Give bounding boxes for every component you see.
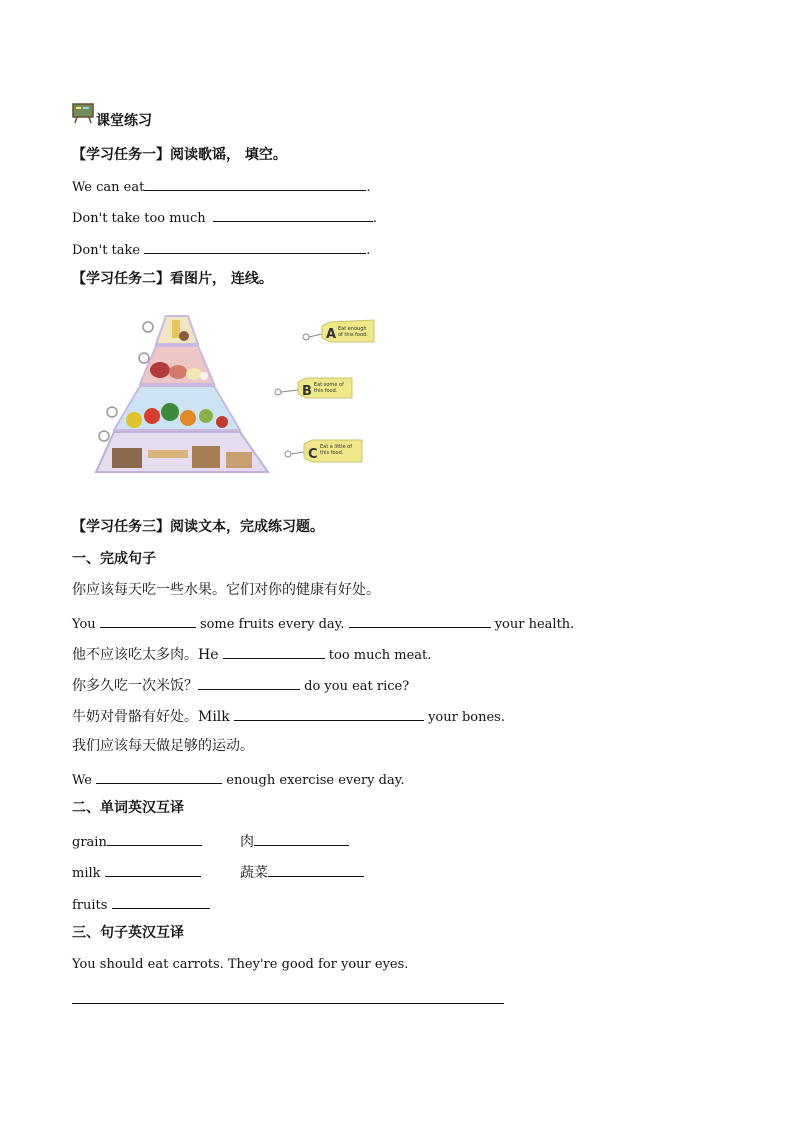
task1-line-2 [72,207,377,228]
food-pyramid-illustration [92,312,382,480]
q5-blank[interactable] [96,769,222,784]
q5-text-b: enough exercise every day. [226,773,405,788]
task1-line-3 [72,239,370,260]
q1-line [72,613,574,634]
q1-chinese: 你应该每天吃一些水果。它们对你的健康有好处。 [72,582,380,598]
q2-text-b: too much meat. [328,648,432,663]
q1-text-a: You [72,617,96,632]
task1-line-1 [72,176,370,197]
part1-heading: 一、完成句子 [72,551,156,567]
q4-blank[interactable] [234,706,424,721]
task1-line-3-prefix: Don't take [72,243,141,258]
section-title: 课堂练习 [96,113,152,129]
tag-b-text-1: Eat some of [314,382,344,388]
tag-b-text-2: this food. [314,388,338,394]
q3-line [72,675,409,696]
q2-line [72,644,431,665]
task1-blank-1[interactable] [144,176,366,191]
translation-answer-line[interactable] [72,1003,504,1004]
word-milk-label: milk [72,866,101,881]
part2-heading: 二、单词英汉互译 [72,800,184,816]
word-fruits [72,894,210,915]
blackboard-icon [72,102,94,124]
tag-a-letter: A [326,327,337,342]
task1-heading: 【学习任务一】阅读歌谣， 填空。 [72,147,287,163]
q5-line [72,769,405,790]
q1-text-b: some fruits every day. [199,617,345,632]
part3-sentence: You should eat carrots. They're good for your eyes. [72,957,409,972]
tag-b-letter: B [302,384,312,399]
q4-line [72,706,505,727]
word-vegetables-label: 蔬菜 [240,865,268,881]
q1-blank-2[interactable] [349,613,491,628]
word-vegetables [240,862,364,882]
word-grain [72,831,202,852]
q1-text-c: your health. [494,617,575,632]
q4-text-a: 牛奶对骨骼有好处。Milk [72,709,230,725]
task1-line-1-prefix: We can eat [72,180,145,195]
q4-text-b: your bones. [428,710,505,725]
q2-blank[interactable] [223,644,325,659]
tag-c-text-1: Eat a little of [320,444,352,450]
tag-c-text-2: this food. [320,450,344,456]
word-grain-blank[interactable] [107,831,202,846]
task2-heading: 【学习任务二】看图片， 连线。 [72,271,273,287]
q5-chinese: 我们应该每天做足够的运动。 [72,738,254,754]
word-grain-label: grain [72,835,107,850]
task1-line-3-suffix: . [366,243,371,258]
word-meat [240,831,349,851]
word-meat-label: 肉 [240,834,254,850]
task3-heading: 【学习任务三】阅读文本，完成练习题。 [72,519,324,535]
word-meat-blank[interactable] [254,831,349,846]
task1-line-2-prefix: Don't take too much [72,211,206,226]
q1-blank-1[interactable] [100,613,196,628]
tag-a-text-2: of this food. [338,332,368,338]
q3-blank[interactable] [198,675,300,690]
task1-line-2-suffix: . [372,211,377,226]
task1-blank-3[interactable] [144,239,366,254]
q5-text-a: We [72,773,92,788]
word-milk [72,862,201,883]
task1-line-1-suffix: . [366,180,371,195]
word-fruits-blank[interactable] [112,894,210,909]
word-vegetables-blank[interactable] [268,862,364,877]
word-fruits-label: fruits [72,898,108,913]
word-milk-blank[interactable] [105,862,201,877]
tag-a-text-1: Eat enough [338,326,367,332]
task1-blank-2[interactable] [213,207,373,222]
q2-text-a: 他不应该吃太多肉。He [72,647,219,663]
q3-text-a: 你多久吃一次米饭？ [72,678,198,694]
tag-c-letter: C [308,447,318,462]
q3-text-b: do you eat rice? [304,679,410,694]
part3-heading: 三、句子英汉互译 [72,925,184,941]
